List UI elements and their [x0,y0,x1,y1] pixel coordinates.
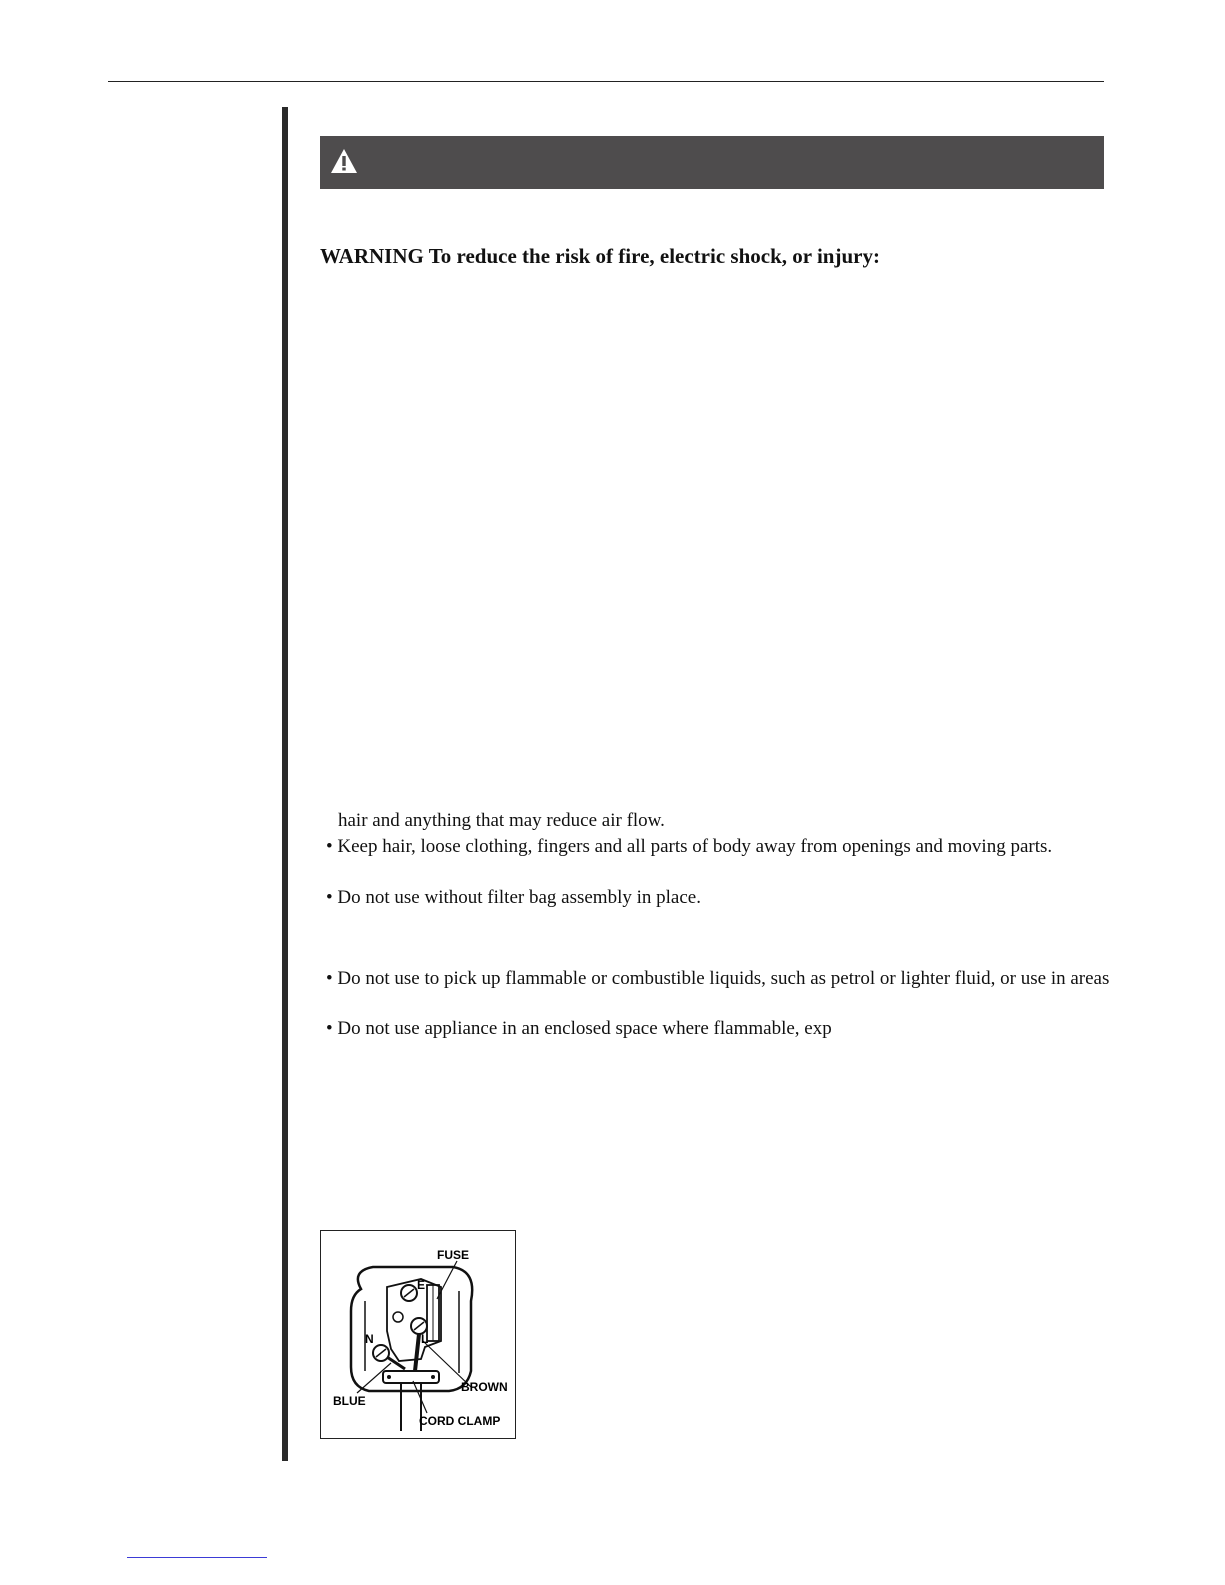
label-blue: BLUE [333,1394,366,1408]
bullet-flammable-liquids: • Do not use to pick up flammable or combustible liquids, such as petrol or lighter fluid, or use in areas [326,968,1110,989]
warning-banner [320,136,1104,189]
label-n: N [365,1332,374,1346]
label-e: E [417,1278,426,1292]
top-rule [108,81,1104,82]
warning-heading: WARNING To reduce the risk of fire, electric shock, or injury: [320,244,880,268]
label-l: L [421,1332,429,1346]
label-brown: BROWN [461,1380,508,1394]
left-margin-bar [282,107,288,1461]
bullet-filter-bag: • Do not use without filter bag assembly in place. [326,887,701,908]
label-fuse: FUSE [437,1248,470,1262]
bottom-link-underline [127,1557,267,1558]
warning-triangle-icon [330,147,358,175]
bullet-enclosed-space: • Do not use appliance in an enclosed space where flammable, exp [326,1018,832,1039]
bullet-keep-hair: • Keep hair, loose clothing, fingers and all parts of body away from openings and moving parts. [326,836,1053,857]
label-cord-clamp: CORD CLAMP [419,1414,501,1428]
text-line-air-flow: hair and anything that may reduce air flow. [338,810,665,831]
plug-wiring-diagram [320,1230,516,1439]
